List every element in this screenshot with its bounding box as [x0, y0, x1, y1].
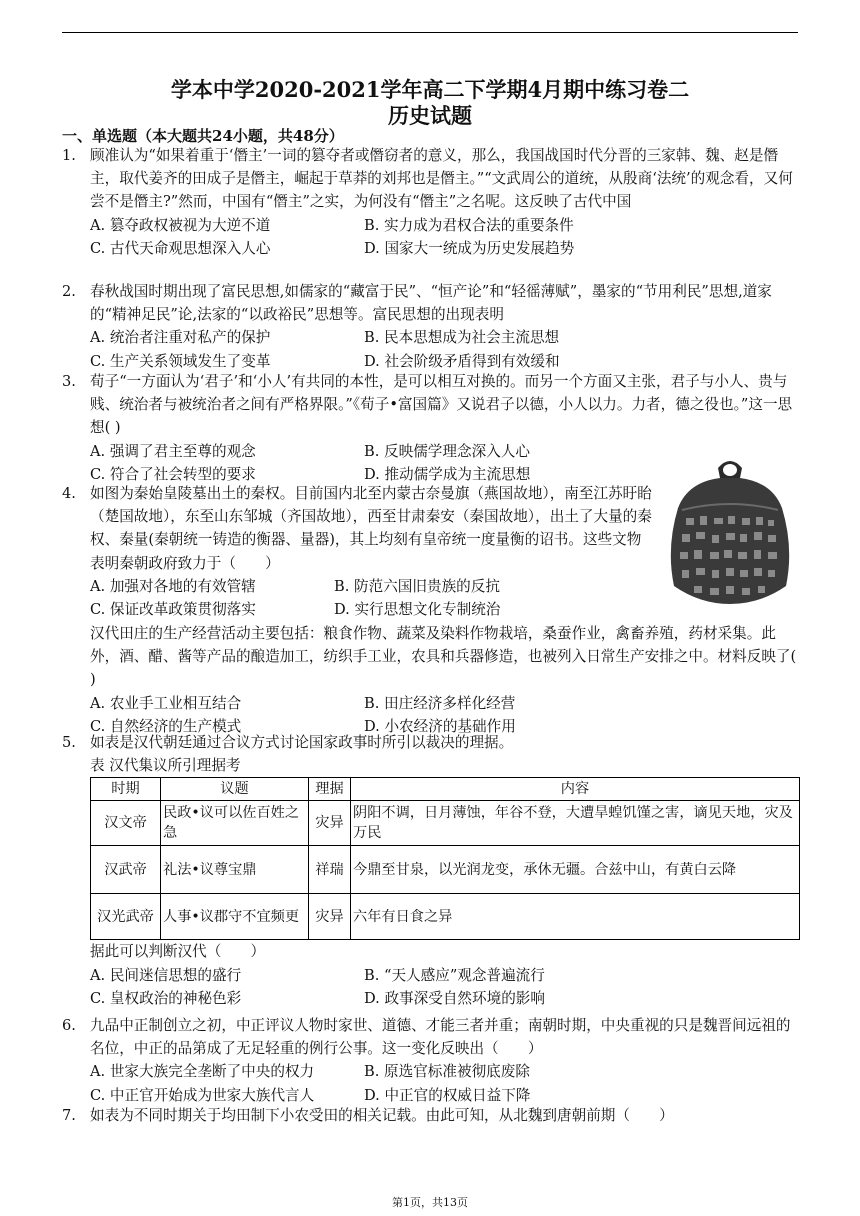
top-rule: [62, 32, 798, 33]
option-d: D. 小农经济的基础作用: [364, 717, 516, 735]
question-followup: 据此可以判断汉代（ ）: [90, 943, 266, 961]
table-caption: 表 汉代集议所引理据考: [90, 757, 241, 775]
option-d: D. 政事深受自然环境的影响: [364, 989, 545, 1007]
options: [90, 326, 800, 372]
option-b: B. 防范六国旧贵族的反抗: [334, 577, 500, 595]
option-b: B. “天人感应”观念普遍流行: [364, 966, 545, 984]
question-4: [62, 482, 652, 621]
column-header: 内容: [351, 778, 800, 801]
option-b: B. 反映儒学理念深入人心: [364, 442, 530, 460]
question-2: [62, 280, 800, 373]
table-cell: 民政•议可以佐百姓之急: [161, 801, 309, 846]
table-row: [91, 846, 800, 894]
option-a: A. 世家大族完全垄断了中央的权力: [90, 1063, 315, 1081]
option-c: C. 保证改革政策贯彻落实: [90, 601, 256, 619]
question-stem: 春秋战国时期出现了富民思想,如儒家的“藏富于民”、“恒产论”和“轻徭薄赋”，墨家的“节用利民”思想,道家的“精神足民”论,法家的“以政裕民”思想等。富民思想的出现表明: [90, 283, 772, 324]
table-cell: 灾异: [309, 801, 351, 846]
table-cell: 汉光武帝: [91, 894, 161, 940]
question-number: 5.: [62, 734, 76, 751]
column-header: 理据: [309, 778, 351, 801]
question-number: 6.: [62, 1017, 76, 1034]
option-a: A. 统治者注重对私产的保护: [90, 329, 271, 347]
option-d: D. 推动儒学成为主流思想: [364, 465, 531, 483]
section-heading: 一、单选题（本大题共24小题，共48分）: [62, 127, 344, 145]
options: [90, 1060, 800, 1106]
table-cell: 阴阳不调，日月薄蚀，年谷不登，大遭旱蝗饥馑之害，谪见天地，灾及万民: [351, 801, 800, 846]
table-header-row: [91, 778, 800, 801]
column-header: 时期: [91, 778, 161, 801]
table-row: [91, 801, 800, 846]
question-number: 2.: [62, 283, 76, 300]
options: [90, 575, 652, 621]
question-6: [62, 1014, 800, 1107]
option-d: D. 国家大一统成为历史发展趋势: [364, 239, 575, 257]
page-footer: 第1页，共13页: [392, 1196, 468, 1209]
table-cell: 今鼎至甘泉，以光润龙变，承休无疆。合兹中山，有黄白云降: [351, 846, 800, 894]
table-cell: 灾异: [309, 894, 351, 940]
option-c: C. 符合了社会转型的要求: [90, 465, 256, 483]
option-a: A. 民间迷信思想的盛行: [90, 966, 242, 984]
option-a: A. 农业手工业相互结合: [90, 694, 242, 712]
option-a: A. 加强对各地的有效管辖: [90, 577, 256, 595]
option-c: C. 自然经济的生产模式: [90, 717, 242, 735]
options: [90, 214, 800, 260]
question-5: [62, 731, 800, 1010]
exam-subtitle: 历史试题: [388, 103, 472, 128]
table-row: [91, 894, 800, 940]
option-c: C. 皇权政治的神秘色彩: [90, 989, 242, 1007]
question-stem: 顾准认为“如果着重于‘僭主’一词的篡夺者或僭窃者的意义，那么，我国战国时代分晋的三家韩、魏、赵是僭主，取代姜齐的田成子是僭主，崛起于草莽的刘邦也是僭主。”“文武周公的道统，从殷商‘法统’的观念看，又何尝不是僭主?”然而，中国有“僭主”之实，为何没有“僭主”之名呢。这反映了古代中国: [90, 147, 793, 211]
data-table: [90, 777, 800, 940]
question-7: [62, 1104, 800, 1127]
question-4b: [62, 622, 800, 738]
table-cell: 礼法•议尊宝鼎: [161, 846, 309, 894]
question-stem: 如表为不同时期关于均田制下小农受田的相关记载。由此可知，从北魏到唐朝前期（ ）: [90, 1107, 674, 1124]
question-stem: 汉代田庄的生产经营活动主要包括：粮食作物、蔬菜及染料作物栽培，桑蚕作业，禽畜养殖，药材采集。此外，酒、醋、酱等产品的酿造加工，纺织手工业，农具和兵器修造，也被列入日常生产安排之中。材料反映了( ): [90, 625, 797, 689]
options: [90, 964, 800, 1010]
question-stem: 如表是汉代朝廷通过合议方式讨论国家政事时所引以裁决的理据。: [90, 734, 514, 751]
option-b: B. 原选官标准被彻底废除: [364, 1063, 530, 1081]
option-a: A. 强调了君主至尊的观念: [90, 442, 256, 460]
question-stem: 荀子“一方面认为‘君子’和‘小人’有共同的本性，是可以相互对换的。而另一个方面又主张，君子与小人、贵与贱、统治者与被统治者之间有严格界限。”《荀子•富国篇》又说君子以德，小人以力。力者，德之役也。”这一思想( ): [90, 373, 793, 437]
qin-weight-image: [660, 458, 800, 608]
question-stem: 如图为秦始皇陵墓出土的秦权。目前国内北至内蒙古奈曼旗（燕国故地），南至江苏盱眙（楚国故地），东至山东邹城（齐国故地），西至甘肃秦安（秦国故地），出土了大量的秦权、秦量(秦朝统一铸造的衡器、量器)，其上均刻有皇帝统一度量衡的诏书。这些文物表明秦朝政府致力于（ ）: [90, 485, 652, 572]
table-cell: 六年有日食之异: [351, 894, 800, 940]
table-cell: 汉文帝: [91, 801, 161, 846]
table-cell: 汉武帝: [91, 846, 161, 894]
question-number: 3.: [62, 373, 76, 390]
exam-title: 学本中学2020-2021学年高二下学期4月期中练习卷二: [170, 77, 690, 102]
option-c: C. 生产关系领域发生了变革: [90, 352, 271, 370]
question-stem: 九品中正制创立之初，中正评议人物时家世、道德、才能三者并重；南朝时期，中央重视的只是魏晋间远祖的名位，中正的品第成了无足轻重的例行公事。这一变化反映出（ ）: [90, 1017, 791, 1058]
option-c: C. 中正官开始成为世家大族代言人: [90, 1086, 315, 1104]
question-number: 7.: [62, 1107, 76, 1124]
option-c: C. 古代天命观思想深入人心: [90, 239, 271, 257]
option-b: B. 实力成为君权合法的重要条件: [364, 216, 574, 234]
column-header: 议题: [161, 778, 309, 801]
table-cell: 祥瑞: [309, 846, 351, 894]
option-b: B. 民本思想成为社会主流思想: [364, 329, 560, 347]
question-number: 4.: [62, 485, 76, 502]
option-d: D. 中正官的权威日益下降: [364, 1086, 531, 1104]
option-a: A. 篡夺政权被视为大逆不道: [90, 216, 271, 234]
table-cell: 人事•议郡守不宜频更: [161, 894, 309, 940]
option-d: D. 实行思想文化专制统治: [334, 601, 501, 619]
question-1: [62, 144, 800, 260]
option-b: B. 田庄经济多样化经营: [364, 694, 516, 712]
question-number: 1.: [62, 147, 76, 164]
option-d: D. 社会阶级矛盾得到有效缓和: [364, 352, 560, 370]
